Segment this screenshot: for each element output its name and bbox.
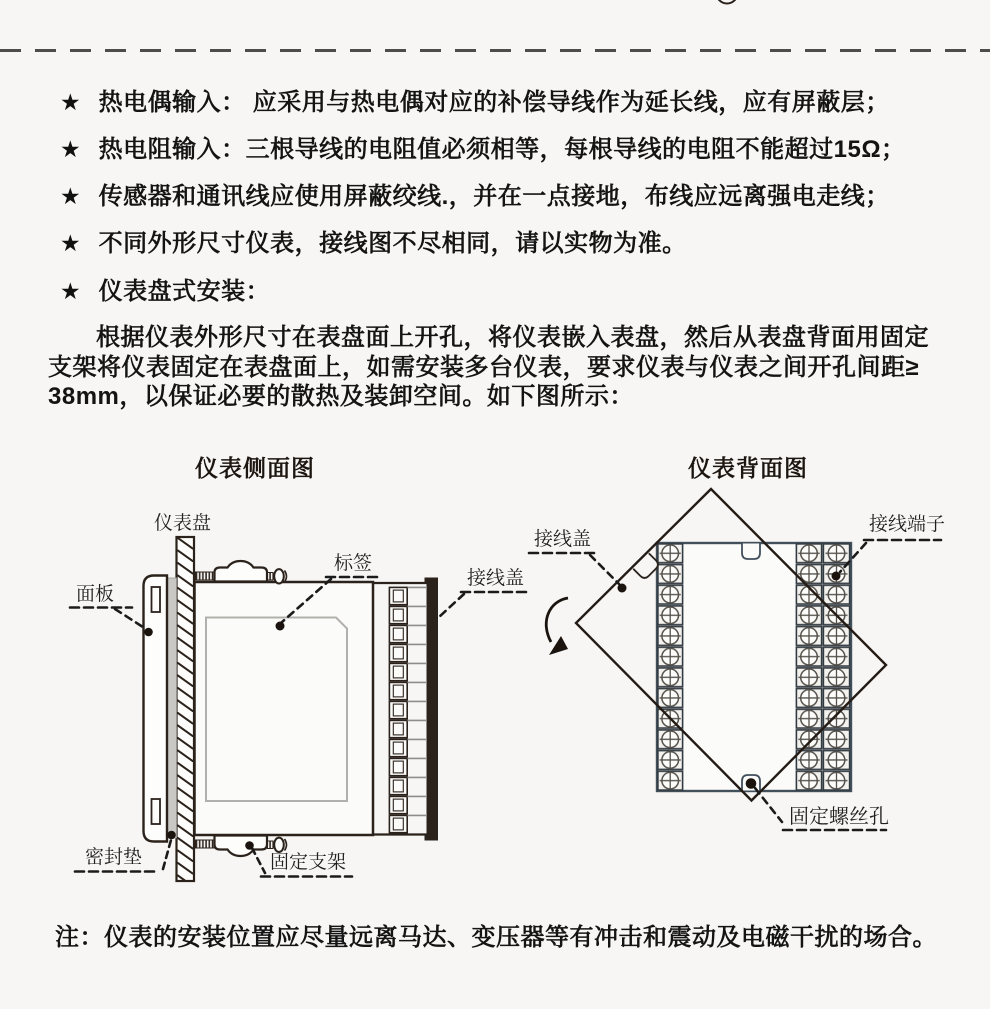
bullet-item <box>60 90 970 115</box>
gasket-label: 密封垫 <box>85 847 143 868</box>
star-icon: ★ <box>60 136 81 162</box>
mounting-bracket-top <box>196 561 287 584</box>
star-icon: ★ <box>60 230 81 256</box>
front-bezel <box>144 576 168 842</box>
bullet-text: 热电阻输入：三根导线的电阻值必须相等，每根导线的电阻不能超过15Ω； <box>98 136 906 163</box>
page-bottom-margin <box>0 1009 990 1022</box>
star-icon: ★ <box>60 278 81 304</box>
back-view-title: 仪表背面图 <box>688 456 808 481</box>
wiring-cover-label: 接线盖 <box>534 529 592 550</box>
paragraph-line: 支架将仪表固定在表盘面上，如需安装多台仪表，要求仪表与仪表之间开孔间距≥ <box>48 353 920 381</box>
paragraph-line: 38mm，以保证必要的散热及装卸空间。如下图所示： <box>48 383 634 410</box>
pointer-dot <box>618 584 627 593</box>
cutoff-circle-decoration <box>705 0 750 18</box>
pointer-dot <box>144 628 153 637</box>
pointer-dot <box>167 831 176 840</box>
section-title: 仪表盘式安装： <box>98 278 271 305</box>
side-view-title: 仪表侧面图 <box>195 456 315 481</box>
star-icon: ★ <box>60 89 81 115</box>
bullet-item <box>60 231 970 256</box>
instrument-panel-wall <box>177 537 195 881</box>
pointer-dot <box>245 841 254 850</box>
pointer-dot <box>832 572 841 581</box>
screw-head-icon <box>274 838 284 852</box>
note-text: 注：仪表的安装位置应尽量远离马达、变压器等有冲击和震动及电磁干扰的场合。 <box>55 924 937 951</box>
bullet-item <box>60 137 970 162</box>
bullet-item <box>60 184 970 209</box>
screw-head-icon <box>274 569 284 583</box>
install-paragraph <box>48 323 962 412</box>
pointer-dot <box>276 622 285 631</box>
bullet-list <box>60 90 970 278</box>
section-header <box>60 279 270 304</box>
front-panel-label: 面板 <box>76 584 115 605</box>
seal-gasket-strip <box>167 578 176 838</box>
bullet-text: 传感器和通讯线应使用屏蔽绞线.，并在一点接地，布线应远离强电走线； <box>98 183 890 210</box>
bracket-label: 固定支架 <box>270 852 347 873</box>
dashed-separator-line <box>0 49 990 52</box>
panel-label: 仪表盘 <box>154 513 212 534</box>
tag-label: 标签 <box>334 553 373 574</box>
screw-hole-tab <box>742 775 760 791</box>
star-icon: ★ <box>60 183 81 209</box>
wiring-cover-label: 接线盖 <box>467 568 525 589</box>
top-center-tab <box>742 544 760 560</box>
bullet-text: 热电偶输入： 应采用与热电偶对应的补偿导线作为延长线，应有屏蔽层； <box>98 89 890 116</box>
back-view-diagram <box>520 470 990 890</box>
bullet-text: 不同外形尺寸仪表，接线图不尽相同，请以实物为准。 <box>98 230 687 257</box>
terminal-strip <box>373 583 427 835</box>
terminal-column-right-a <box>796 543 823 791</box>
side-view-diagram <box>60 500 530 890</box>
rotation-arrow-icon <box>546 598 568 655</box>
terminal-label: 接线端子 <box>869 514 946 535</box>
wiring-cover-bar <box>425 578 439 841</box>
paragraph-line: 根据仪表外形尺寸在表盘面上开孔，将仪表嵌入表盘，然后从表盘背面用固定 <box>96 324 929 351</box>
terminal-column-left <box>657 543 684 791</box>
screw-hole-label: 固定螺丝孔 <box>789 806 889 828</box>
